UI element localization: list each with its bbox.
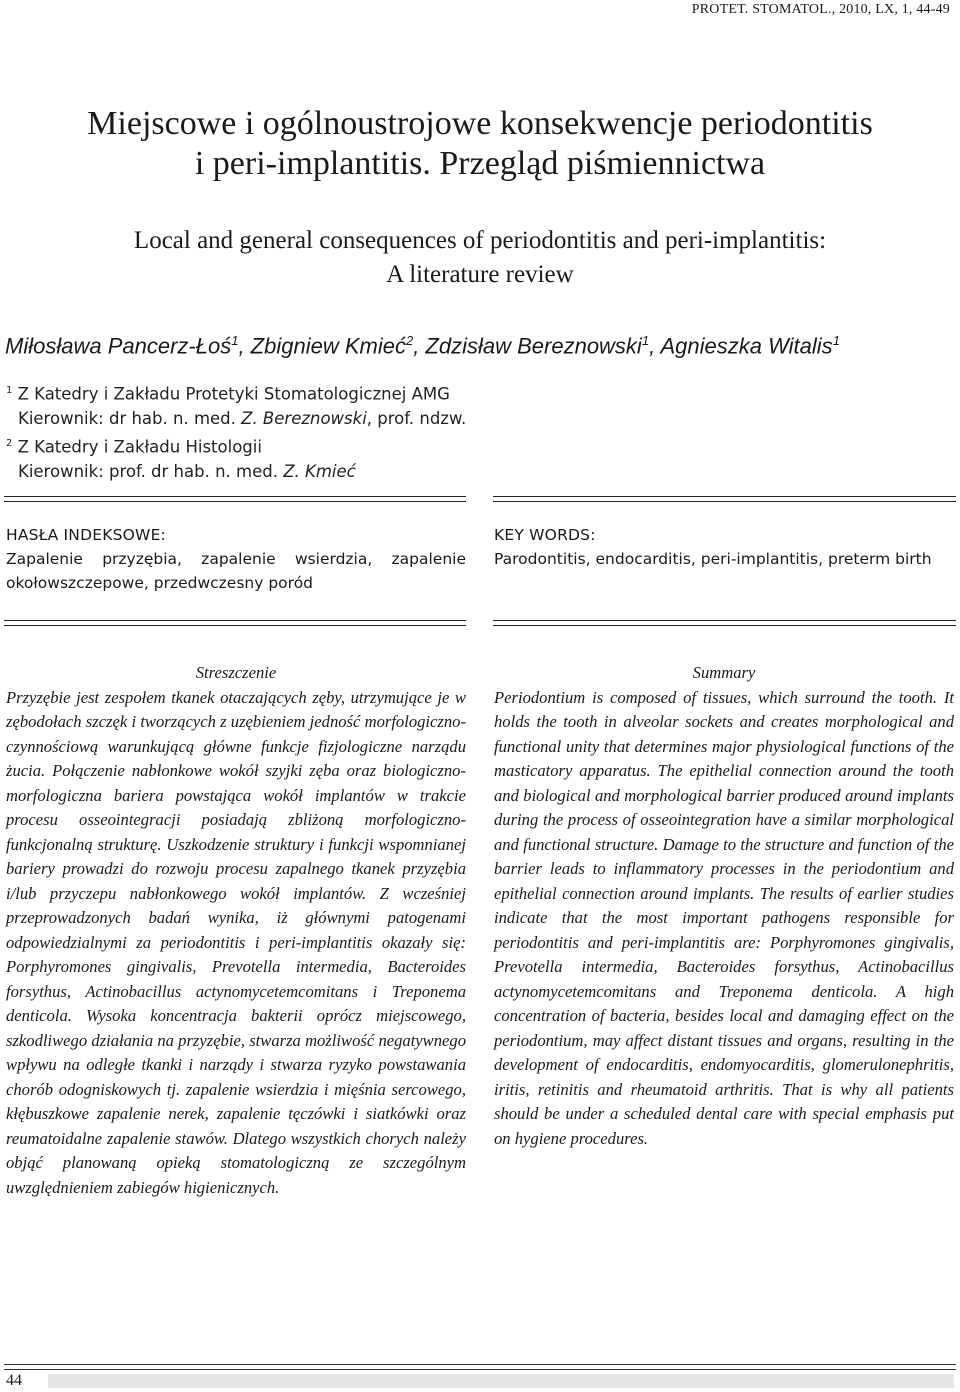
author-affiliation-sup: 1 [641, 333, 650, 348]
keywords-bottom-rule-right [493, 620, 956, 626]
author-list [5, 333, 957, 359]
page-number: 44 [6, 1372, 22, 1389]
abstract-en [494, 661, 954, 1151]
keywords-top-rule-left [4, 496, 466, 502]
footer-bar [48, 1374, 954, 1388]
author-name: Zdzisław Bereznowski [425, 333, 642, 359]
article-subtitle [0, 224, 960, 292]
affiliation-1-head: Kierownik: dr hab. n. med. Z. Bereznowski, prof. ndzw. [18, 409, 467, 428]
abstract-en-text: Periodontium is composed of tissues, which surround the tooth. It holds the tooth in alveolar sockets and creates morphological and functional unity that determines major physiological functions of the masticatory apparatus. The epithelial connection around the tooth and biological and morphological barrier produced around implants during the process of osseointegration have a similar morphological and functional structure. Damage to the structure and function of the barrier leads to inflammatory processes in the periodontium and epithelial connection around implants. The results of earlier studies indicate that the most important pathogens responsible for periodontitis and peri-implantitis are: Porphyromones gingivalis, Prevotella intermedia, Bacteroides forsythus, Actinobacillus actynomycetemcomitans and Treponema denticola. A high concentration of bacteria, besides local and damaging effect on the periodontium, may affect distant tissues and organs, resulting in the development of endocarditis, endomyocarditis, glomerulonephritis, iritis, retinitis and rheumatoid arthritis. That is why all patients should be under a scheduled dental care with special emphasis put on hygiene procedures. [494, 687, 954, 1148]
keywords-en-text: Parodontitis, endocarditis, peri-implantitis, preterm birth [494, 550, 932, 568]
abstract-pl [6, 661, 466, 1200]
title-line-1: Miejscowe i ogólnoustrojowe konsekwencje periodontitis [87, 105, 873, 142]
author-affiliation-sup: 1 [231, 333, 239, 348]
affiliations [6, 379, 626, 484]
title-line-2: i peri-implantitis. Przegląd piśmiennictwa [194, 145, 766, 182]
keywords-bottom-rule-left [4, 620, 466, 626]
author-separator: , [649, 333, 661, 359]
author-separator: , [238, 333, 251, 359]
keywords-top-rule-right [493, 496, 956, 502]
author-name: Miłosława Pancerz-Łoś [5, 333, 232, 359]
keywords-pl [6, 523, 466, 595]
footer-rule [4, 1364, 956, 1370]
keywords-pl-heading: HASŁA INDEKSOWE: [6, 526, 166, 544]
affiliation-2-head: Kierownik: prof. dr hab. n. med. Z. Kmieć [18, 461, 356, 481]
abstract-pl-text: Przyzębie jest zespołem tkanek otaczających zęby, utrzymujące je w zębodołach szczęk i tworzących z uzębieniem jedność morfologiczno-czynnościową warunkującą główne funkcje fizjologiczne narządu żucia. Połączenie nabłonkowe wokół szyjki zęba oraz biologiczno-morfologiczna bariera powstająca wokół implantów w trakcie procesu osseointegracji posiadają zbliżoną morfologiczno-funkcjonalną strukturę. Uszkodzenie struktury i funkcji wspomnianej bariery prowadzi do rozwoju procesu zapalnego tkanek przyzębia i/lub przyczepu nabłonkowego wokół implantów. Z wcześniej przeprowadzonych badań wynika, iż głównymi patogenami odpowiedzialnymi za periodontitis i peri-implantitis okazały się: Porphyromones gingivalis, Prevotella intermedia, Bacteroides forsythus, Actinobacillus actynomycetemcomitans i Treponema denticola. Wysoka koncentracja bakterii oprócz miejscowego, szkodliwego działania na przyzębie, stwarza możliwość negatywnego wpływu na odległe tkanki i narządy i stwarza ryzyko powstawania chorób odogniskowych tj. zapalenie wsierdzia i mięśnia sercowego, kłębuszkowe zapalenie nerek, zapalenie tęczówki i siatkówki oraz reumatoidalne zapalenie stawów. Dlatego wszystkich chorych należy objąć planowaną opieką stomatologiczną ze szczególnym uwzględnieniem zabiegów higienicznych. [6, 687, 466, 1197]
affiliation-1: $^1$ Z Katedry i Zakładu Protetyki Stomatologicznej AMG [6, 384, 450, 404]
affiliation-2: $^2$ Z Katedry i Zakładu Histologii [6, 437, 262, 456]
keywords-en [494, 523, 954, 571]
author-name: Agnieszka Witalis [660, 333, 833, 359]
subtitle-line-2: A literature review [386, 261, 574, 288]
article-title [0, 104, 960, 184]
author-affiliation-sup: 2 [405, 333, 414, 348]
keywords-pl-text: Zapalenie przyzębia, zapalenie wsierdzia, zapalenie okołowszczepowe, przedwczesny poród [6, 550, 466, 592]
author-affiliation-sup: 1 [832, 333, 840, 348]
abstract-en-heading: Summary [692, 663, 756, 682]
running-head: PROTET. STOMATOL., 2010, LX, 1, 44-49 [691, 2, 950, 17]
author-name: Zbigniew Kmieć [250, 333, 406, 359]
subtitle-line-1: Local and general consequences of periodontitis and peri-implantitis: [133, 227, 827, 254]
abstract-pl-heading: Streszczenie [195, 663, 277, 682]
author-separator: , [413, 333, 426, 359]
keywords-en-heading: KEY WORDS: [494, 526, 596, 544]
